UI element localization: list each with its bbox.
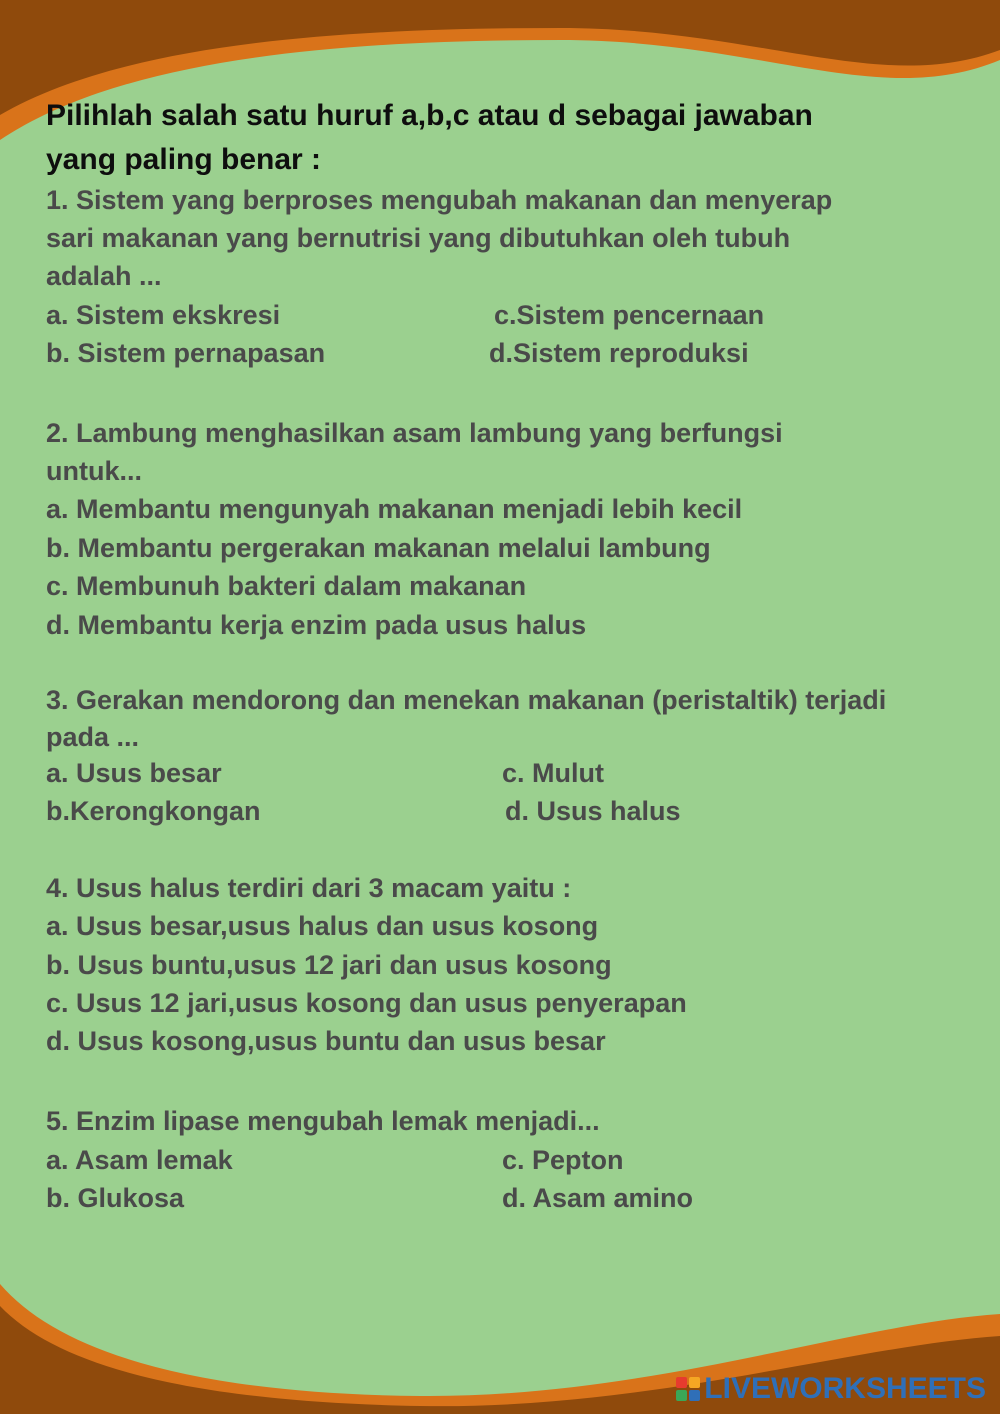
question-3-option-c[interactable]: c. Mulut <box>502 758 604 788</box>
liveworksheets-logo <box>676 1372 986 1406</box>
question-4-option-d[interactable]: d. Usus kosong,usus buntu dan usus besar <box>46 1026 606 1056</box>
instruction-line-2: yang paling benar : <box>46 143 322 176</box>
question-4-stem-line-1: 4. Usus halus terdiri dari 3 macam yaitu : <box>46 873 572 903</box>
question-3-stem-line-2: pada ... <box>46 722 140 752</box>
question-4-option-b[interactable]: b. Usus buntu,usus 12 jari dan usus kosong <box>46 950 612 980</box>
liveworksheets-mark-icon <box>676 1377 700 1401</box>
question-3-option-d[interactable]: d. Usus halus <box>505 796 681 826</box>
question-3-option-a[interactable]: a. Usus besar <box>46 758 222 788</box>
question-3-option-b[interactable]: b.Kerongkongan <box>46 796 261 826</box>
question-2-stem-line-1: 2. Lambung menghasilkan asam lambung yang berfungsi <box>46 418 783 448</box>
question-5-option-b[interactable]: b. Glukosa <box>46 1183 185 1213</box>
instruction-line-1: Pilihlah salah satu huruf a,b,c atau d sebagai jawaban <box>46 99 813 132</box>
question-1-stem-line-3: adalah ... <box>46 261 162 291</box>
question-1-option-a[interactable]: a. Sistem ekskresi <box>46 300 281 330</box>
question-5-option-c[interactable]: c. Pepton <box>502 1145 624 1175</box>
question-5-option-d[interactable]: d. Asam amino <box>502 1183 694 1213</box>
question-1-option-c[interactable]: c.Sistem pencernaan <box>494 300 765 330</box>
question-1-option-b[interactable]: b. Sistem pernapasan <box>46 338 326 368</box>
question-2-option-d[interactable]: d. Membantu kerja enzim pada usus halus <box>46 610 587 640</box>
liveworksheets-logo-text: LIVEWORKSHEETS <box>704 1372 986 1405</box>
question-5-stem-line-1: 5. Enzim lipase mengubah lemak menjadi... <box>46 1106 600 1136</box>
question-5-option-a[interactable]: a. Asam lemak <box>46 1145 233 1175</box>
question-1-stem-line-2: sari makanan yang bernutrisi yang dibutuhkan oleh tubuh <box>46 223 791 253</box>
question-1-option-d[interactable]: d.Sistem reproduksi <box>489 338 749 368</box>
question-2-stem-line-2: untuk... <box>46 456 142 486</box>
question-1-stem-line-1: 1. Sistem yang berproses mengubah makanan dan menyerap <box>46 185 833 215</box>
question-2-option-c[interactable]: c. Membunuh bakteri dalam makanan <box>46 571 527 601</box>
question-3-stem-line-1: 3. Gerakan mendorong dan menekan makanan (peristaltik) terjadi <box>46 685 887 715</box>
question-2-option-a[interactable]: a. Membantu mengunyah makanan menjadi lebih kecil <box>46 494 743 524</box>
question-2-option-b[interactable]: b. Membantu pergerakan makanan melalui lambung <box>46 533 711 563</box>
question-4-option-a[interactable]: a. Usus besar,usus halus dan usus kosong <box>46 911 599 941</box>
question-4-option-c[interactable]: c. Usus 12 jari,usus kosong dan usus penyerapan <box>46 988 687 1018</box>
